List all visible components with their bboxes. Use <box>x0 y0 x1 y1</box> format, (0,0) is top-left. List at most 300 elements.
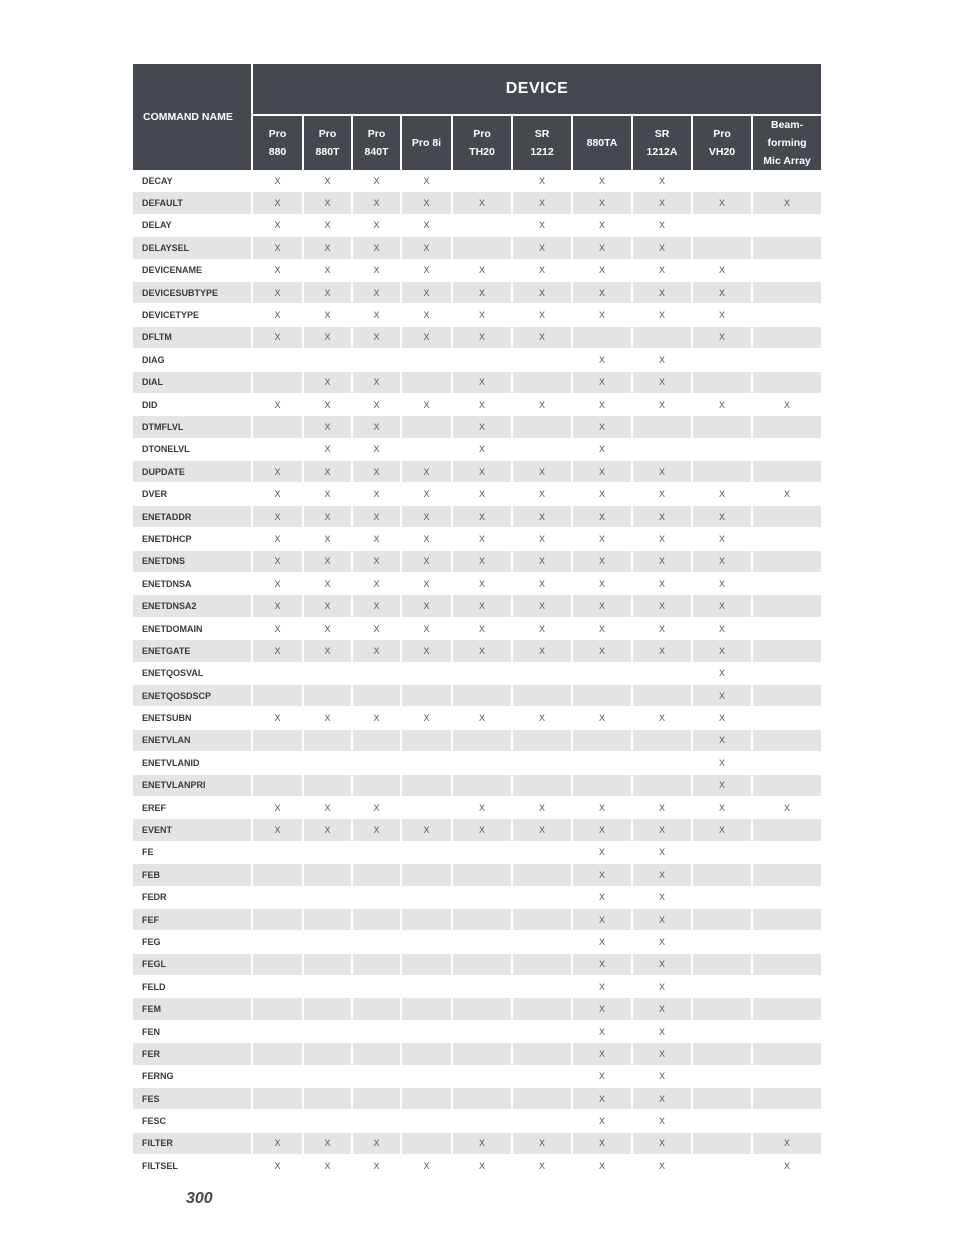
table-row <box>133 1133 821 1155</box>
support-cell: X <box>573 1043 633 1065</box>
support-cell <box>513 1110 573 1132</box>
support-cell: X <box>402 394 453 416</box>
support-cell: X <box>304 1155 353 1177</box>
support-cell: X <box>513 394 573 416</box>
support-cell <box>402 1110 453 1132</box>
support-cell: X <box>353 416 402 438</box>
support-cell: X <box>453 416 513 438</box>
support-cell: X <box>573 192 633 214</box>
support-cell: X <box>402 327 453 349</box>
support-cell: X <box>353 483 402 505</box>
support-cell: X <box>633 483 693 505</box>
support-cell <box>633 439 693 461</box>
support-cell: X <box>693 282 753 304</box>
support-cell: X <box>633 192 693 214</box>
support-cell: X <box>513 215 573 237</box>
support-cell: X <box>453 573 513 595</box>
support-cell <box>753 864 821 886</box>
device-column-header-line: 1212 <box>530 146 554 158</box>
support-cell <box>304 931 353 953</box>
support-cell: X <box>253 461 304 483</box>
page-number: 300 <box>186 1190 213 1207</box>
command-name-cell: ENETVLANID <box>133 752 253 774</box>
table-row <box>133 372 821 394</box>
device-column-header-line: Mic Array <box>763 155 811 167</box>
support-cell <box>402 909 453 931</box>
support-cell: X <box>573 618 633 640</box>
support-cell <box>513 752 573 774</box>
support-cell: X <box>453 304 513 326</box>
support-cell <box>402 775 453 797</box>
device-column-header <box>304 116 353 170</box>
support-cell: X <box>513 1155 573 1177</box>
support-cell <box>253 1021 304 1043</box>
device-column-header <box>693 116 753 170</box>
support-cell: X <box>353 551 402 573</box>
support-cell <box>513 372 573 394</box>
support-cell: X <box>633 909 693 931</box>
device-column-header <box>753 116 821 170</box>
support-cell <box>304 730 353 752</box>
support-cell <box>753 304 821 326</box>
support-cell <box>402 372 453 394</box>
support-cell <box>453 775 513 797</box>
command-name-cell: FEN <box>133 1021 253 1043</box>
support-cell <box>573 730 633 752</box>
table-row <box>133 304 821 326</box>
support-cell: X <box>253 483 304 505</box>
support-cell <box>693 439 753 461</box>
support-cell <box>753 730 821 752</box>
support-cell <box>453 1043 513 1065</box>
support-cell: X <box>253 707 304 729</box>
table-row <box>133 394 821 416</box>
support-cell <box>693 237 753 259</box>
support-cell <box>693 416 753 438</box>
support-cell: X <box>633 1133 693 1155</box>
support-cell: X <box>693 192 753 214</box>
support-cell: X <box>633 1043 693 1065</box>
support-cell <box>753 1021 821 1043</box>
support-cell: X <box>633 976 693 998</box>
support-cell <box>753 685 821 707</box>
support-cell: X <box>402 461 453 483</box>
support-cell: X <box>402 215 453 237</box>
device-column-header <box>633 116 693 170</box>
support-cell: X <box>253 819 304 841</box>
table-row <box>133 1066 821 1088</box>
support-cell: X <box>633 1088 693 1110</box>
support-cell <box>753 998 821 1020</box>
support-cell: X <box>633 842 693 864</box>
support-cell: X <box>402 528 453 550</box>
support-cell: X <box>573 304 633 326</box>
support-cell: X <box>453 528 513 550</box>
support-cell <box>402 976 453 998</box>
support-cell <box>304 976 353 998</box>
support-cell <box>304 752 353 774</box>
support-cell <box>304 998 353 1020</box>
support-cell <box>453 931 513 953</box>
support-cell: X <box>353 394 402 416</box>
support-cell <box>304 775 353 797</box>
support-cell: X <box>573 797 633 819</box>
support-cell: X <box>353 170 402 192</box>
support-cell <box>253 842 304 864</box>
support-cell: X <box>633 506 693 528</box>
command-name-cell: ENETGATE <box>133 640 253 662</box>
support-cell: X <box>573 349 633 371</box>
support-cell: X <box>633 595 693 617</box>
support-cell <box>753 461 821 483</box>
support-cell: X <box>253 260 304 282</box>
support-cell: X <box>693 573 753 595</box>
command-name-cell: ENETDNSA <box>133 573 253 595</box>
support-cell <box>753 170 821 192</box>
support-cell: X <box>304 707 353 729</box>
table-row <box>133 461 821 483</box>
support-cell: X <box>573 483 633 505</box>
support-cell: X <box>693 483 753 505</box>
support-cell <box>513 976 573 998</box>
command-name-cell: FEM <box>133 998 253 1020</box>
support-cell <box>753 707 821 729</box>
support-cell <box>513 730 573 752</box>
command-name-cell: DVER <box>133 483 253 505</box>
support-cell <box>573 752 633 774</box>
support-cell <box>453 215 513 237</box>
device-column-header-line: Pro <box>713 128 731 140</box>
table-row <box>133 730 821 752</box>
device-column-header <box>573 116 633 170</box>
support-cell: X <box>513 551 573 573</box>
support-cell <box>693 909 753 931</box>
support-cell <box>453 730 513 752</box>
support-cell: X <box>693 730 753 752</box>
support-cell <box>402 1066 453 1088</box>
device-column-header-line: Pro <box>268 128 287 140</box>
command-name-cell: DEFAULT <box>133 192 253 214</box>
support-cell: X <box>253 192 304 214</box>
support-cell: X <box>573 864 633 886</box>
support-cell <box>304 663 353 685</box>
support-cell: X <box>573 1133 633 1155</box>
command-name-cell: EREF <box>133 797 253 819</box>
support-cell <box>753 954 821 976</box>
support-cell <box>453 998 513 1020</box>
device-column-header-line: SR <box>654 128 670 140</box>
support-cell: X <box>633 618 693 640</box>
support-cell: X <box>304 327 353 349</box>
support-cell <box>253 416 304 438</box>
support-cell: X <box>402 192 453 214</box>
support-cell <box>753 215 821 237</box>
support-cell: X <box>304 506 353 528</box>
support-cell <box>753 595 821 617</box>
support-cell <box>453 349 513 371</box>
command-name-cell: DECAY <box>133 170 253 192</box>
support-cell <box>693 461 753 483</box>
support-cell <box>453 1066 513 1088</box>
support-cell: X <box>753 1133 821 1155</box>
support-cell: X <box>513 528 573 550</box>
support-cell: X <box>453 372 513 394</box>
support-cell <box>753 349 821 371</box>
support-cell <box>693 1110 753 1132</box>
support-cell: X <box>253 215 304 237</box>
support-cell: X <box>633 260 693 282</box>
support-cell: X <box>513 282 573 304</box>
support-cell <box>304 349 353 371</box>
support-cell: X <box>353 595 402 617</box>
support-cell: X <box>693 506 753 528</box>
command-name-cell: FER <box>133 1043 253 1065</box>
support-cell <box>353 909 402 931</box>
support-cell <box>453 1110 513 1132</box>
support-cell <box>753 506 821 528</box>
support-cell <box>513 1066 573 1088</box>
support-cell: X <box>693 707 753 729</box>
support-cell: X <box>304 439 353 461</box>
device-column-header-line: 840T <box>364 146 389 158</box>
support-cell <box>693 1155 753 1177</box>
support-cell: X <box>633 394 693 416</box>
support-cell: X <box>402 304 453 326</box>
support-cell: X <box>693 618 753 640</box>
command-name-cell: DELAY <box>133 215 253 237</box>
support-cell <box>633 685 693 707</box>
support-cell: X <box>304 618 353 640</box>
table-row <box>133 1110 821 1132</box>
support-cell: X <box>633 551 693 573</box>
support-cell <box>453 842 513 864</box>
support-cell <box>453 909 513 931</box>
support-cell: X <box>453 1155 513 1177</box>
support-cell: X <box>693 304 753 326</box>
support-cell <box>253 931 304 953</box>
support-cell: X <box>633 237 693 259</box>
support-cell: X <box>353 1133 402 1155</box>
support-cell: X <box>573 842 633 864</box>
support-cell: X <box>353 304 402 326</box>
device-column-header <box>353 116 402 170</box>
support-cell <box>304 864 353 886</box>
support-cell <box>513 1088 573 1110</box>
support-cell: X <box>573 237 633 259</box>
support-cell: X <box>633 372 693 394</box>
support-cell <box>353 663 402 685</box>
support-cell <box>253 663 304 685</box>
support-cell <box>304 887 353 909</box>
command-name-cell: FESC <box>133 1110 253 1132</box>
support-cell <box>402 730 453 752</box>
support-cell: X <box>453 640 513 662</box>
command-name-cell: DTMFLVL <box>133 416 253 438</box>
support-cell <box>693 954 753 976</box>
support-cell: X <box>253 551 304 573</box>
support-cell: X <box>353 260 402 282</box>
support-cell: X <box>402 551 453 573</box>
support-cell <box>513 1043 573 1065</box>
support-cell <box>304 1066 353 1088</box>
support-cell <box>753 1088 821 1110</box>
table-row <box>133 1155 821 1177</box>
support-cell: X <box>253 1155 304 1177</box>
support-cell: X <box>453 282 513 304</box>
support-cell: X <box>453 192 513 214</box>
support-cell <box>753 327 821 349</box>
support-cell: X <box>353 707 402 729</box>
support-cell <box>753 752 821 774</box>
support-cell: X <box>573 282 633 304</box>
device-column-header <box>253 116 304 170</box>
support-cell: X <box>573 819 633 841</box>
support-cell <box>253 1088 304 1110</box>
support-cell: X <box>402 1155 453 1177</box>
support-cell <box>453 1021 513 1043</box>
support-cell: X <box>633 954 693 976</box>
support-cell <box>633 730 693 752</box>
command-name-cell: DUPDATE <box>133 461 253 483</box>
support-cell <box>753 663 821 685</box>
support-cell: X <box>402 506 453 528</box>
support-cell: X <box>693 775 753 797</box>
support-cell: X <box>633 640 693 662</box>
support-cell: X <box>633 931 693 953</box>
table-row <box>133 618 821 640</box>
table-row <box>133 931 821 953</box>
table-row <box>133 954 821 976</box>
support-cell <box>353 752 402 774</box>
support-cell <box>753 931 821 953</box>
support-cell <box>253 775 304 797</box>
support-cell <box>513 931 573 953</box>
support-cell <box>253 1043 304 1065</box>
support-cell: X <box>353 215 402 237</box>
support-cell <box>353 998 402 1020</box>
support-cell <box>353 685 402 707</box>
support-cell <box>253 372 304 394</box>
support-cell <box>573 663 633 685</box>
support-cell: X <box>402 237 453 259</box>
support-cell: X <box>253 304 304 326</box>
support-cell: X <box>513 707 573 729</box>
table-row <box>133 215 821 237</box>
support-cell <box>353 349 402 371</box>
support-cell: X <box>353 1155 402 1177</box>
support-cell: X <box>633 1110 693 1132</box>
support-cell <box>453 954 513 976</box>
support-cell: X <box>693 260 753 282</box>
support-cell: X <box>693 797 753 819</box>
table-row <box>133 909 821 931</box>
support-cell <box>513 887 573 909</box>
support-cell: X <box>753 797 821 819</box>
support-cell: X <box>304 595 353 617</box>
support-cell <box>402 797 453 819</box>
table-row <box>133 439 821 461</box>
support-cell <box>513 685 573 707</box>
support-cell <box>453 685 513 707</box>
support-cell <box>753 372 821 394</box>
support-cell: X <box>353 192 402 214</box>
device-column-header <box>402 116 453 170</box>
support-cell <box>353 976 402 998</box>
support-cell <box>253 909 304 931</box>
support-cell <box>453 887 513 909</box>
device-column-header-line: Beam- <box>770 119 804 131</box>
support-cell <box>513 842 573 864</box>
support-cell <box>353 954 402 976</box>
support-cell: X <box>253 797 304 819</box>
support-cell <box>253 685 304 707</box>
support-cell <box>304 954 353 976</box>
support-cell <box>353 1066 402 1088</box>
support-cell <box>513 864 573 886</box>
command-name-cell: ENETVLAN <box>133 730 253 752</box>
support-cell <box>353 775 402 797</box>
support-cell: X <box>513 483 573 505</box>
support-cell: X <box>753 1155 821 1177</box>
support-cell <box>304 1021 353 1043</box>
command-device-table <box>133 64 821 1178</box>
support-cell: X <box>402 618 453 640</box>
support-cell: X <box>573 954 633 976</box>
support-cell: X <box>402 483 453 505</box>
device-column-header-line: 880T <box>315 146 340 158</box>
command-name-cell: DELAYSEL <box>133 237 253 259</box>
support-cell: X <box>633 1155 693 1177</box>
support-cell: X <box>253 618 304 640</box>
table-row <box>133 685 821 707</box>
support-cell <box>753 1110 821 1132</box>
support-cell <box>253 752 304 774</box>
command-name-cell: DFLTM <box>133 327 253 349</box>
support-cell <box>253 349 304 371</box>
table-row <box>133 752 821 774</box>
support-cell: X <box>453 797 513 819</box>
support-cell: X <box>304 282 353 304</box>
table-row <box>133 349 821 371</box>
support-cell: X <box>513 237 573 259</box>
table-row <box>133 170 821 192</box>
support-cell: X <box>453 595 513 617</box>
support-cell <box>253 887 304 909</box>
support-cell: X <box>573 1066 633 1088</box>
support-cell <box>693 998 753 1020</box>
support-cell <box>693 170 753 192</box>
support-cell: X <box>304 237 353 259</box>
table-row <box>133 483 821 505</box>
command-name-cell: FERNG <box>133 1066 253 1088</box>
support-cell: X <box>253 327 304 349</box>
support-cell <box>453 864 513 886</box>
support-cell: X <box>453 819 513 841</box>
support-cell: X <box>573 170 633 192</box>
support-cell <box>253 998 304 1020</box>
support-cell <box>402 439 453 461</box>
support-cell: X <box>353 618 402 640</box>
support-cell: X <box>693 663 753 685</box>
support-cell <box>253 976 304 998</box>
support-cell <box>633 775 693 797</box>
table-row <box>133 551 821 573</box>
support-cell: X <box>573 506 633 528</box>
device-column-header-line: forming <box>767 137 807 149</box>
support-cell <box>753 439 821 461</box>
support-cell: X <box>573 640 633 662</box>
support-cell: X <box>253 237 304 259</box>
